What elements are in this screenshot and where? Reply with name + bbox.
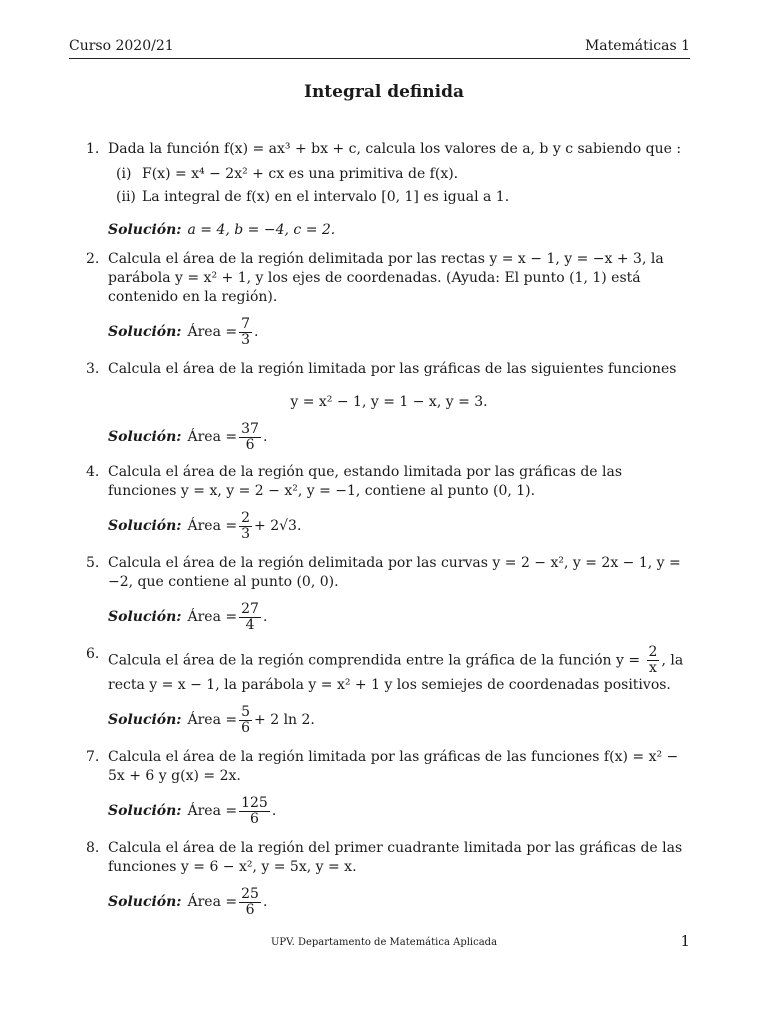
fraction-numerator: 25 (241, 886, 259, 902)
area-label: Área = (187, 894, 238, 910)
solution (108, 705, 692, 736)
problem-6 (86, 645, 692, 736)
problem-text-part-a: Calcula el área de la región comprendida entre la gráfica de la función y = (108, 652, 641, 669)
problem-number: 3. (86, 361, 100, 377)
problem-text-part-b: , la recta y = x − 1, la parábola y = x² + 1 y los semiejes de coordenadas positivos. (108, 652, 684, 693)
solution-fraction (239, 705, 252, 736)
fraction-numerator: 125 (241, 795, 268, 811)
solution-suffix: . (262, 894, 268, 910)
page-header (69, 38, 690, 59)
solution-suffix: + 2√3. (254, 518, 302, 534)
fraction-denominator: 3 (241, 526, 251, 542)
fraction-denominator: 6 (245, 902, 255, 918)
problem-8 (86, 839, 692, 918)
problem-text: Calcula el área de la región limitada por las gráficas de las siguientes funciones (108, 361, 677, 377)
solution-suffix: . (254, 324, 259, 340)
solution-fraction (239, 422, 261, 453)
solution-label: Solución: (108, 518, 182, 534)
problem-text: Calcula el área de la región delimitada por las rectas y = x − 1, y = −x + 3, la parábola y = x² + 1, y los ejes de coordenadas. (Ayuda: El punto (1, 1) está contenido en la región). (108, 251, 664, 305)
solution (108, 422, 692, 453)
fraction-denominator: x (649, 660, 657, 676)
fraction-denominator: 4 (245, 617, 255, 633)
sub-questions (116, 165, 692, 207)
problem-text (108, 645, 692, 695)
solution-suffix: + 2 ln 2. (254, 712, 315, 728)
area-label: Área = (187, 609, 238, 625)
sub-question-ii (116, 188, 692, 207)
solution-fraction (239, 602, 261, 633)
sub-label: (ii) (116, 189, 136, 205)
fraction-denominator: 6 (245, 437, 255, 453)
page-number: 1 (680, 932, 690, 950)
centered-equations: y = x² − 1, y = 1 − x, y = 3. (290, 394, 488, 410)
fraction-numerator: 2 (241, 510, 251, 526)
solution-suffix: . (271, 803, 277, 819)
solution (108, 511, 692, 542)
problem-number: 5. (86, 555, 100, 571)
fraction-denominator: 6 (250, 811, 259, 827)
fraction-denominator: 6 (241, 720, 251, 736)
solution-label: Solución: (108, 712, 182, 728)
solution (108, 796, 692, 827)
fraction-numerator: 37 (241, 421, 259, 437)
solution (108, 887, 692, 918)
problem-number: 1. (86, 141, 100, 157)
solution (108, 221, 692, 240)
problem-number: 4. (86, 464, 100, 480)
fraction-denominator: 3 (241, 332, 251, 348)
problem-number: 6. (86, 646, 100, 662)
solution (108, 317, 692, 348)
problem-5 (86, 554, 692, 633)
problem-number: 2. (86, 251, 100, 267)
page-footer: UPV. Departamento de Matemática Aplicada (270, 937, 498, 948)
problem-3 (86, 360, 692, 453)
solution-values: a = 4, b = −4, c = 2. (187, 222, 336, 238)
solution-fraction (239, 317, 252, 348)
problem-number: 8. (86, 840, 100, 856)
problem-text: Calcula el área de la región delimitada por las curvas y = 2 − x², y = 2x − 1, y = −2, que contiene al punto (0, 0). (108, 555, 681, 590)
area-label: Área = (187, 803, 238, 819)
solution-label: Solución: (108, 609, 182, 625)
problem-2 (86, 250, 692, 348)
problem-number: 7. (86, 749, 100, 765)
solution-label: Solución: (108, 222, 182, 238)
solution-label: Solución: (108, 429, 182, 445)
solution (108, 602, 692, 633)
problem-7 (86, 748, 692, 827)
sub-text: La integral de f(x) en el intervalo [0, 1] es igual a 1. (142, 189, 510, 205)
sub-question-i (116, 165, 692, 184)
fraction-numerator: 2 (648, 644, 658, 660)
sub-label: (i) (116, 166, 132, 182)
area-label: Área = (187, 712, 238, 728)
solution-suffix: . (262, 609, 268, 625)
problem-text: Calcula el área de la región del primer cuadrante limitada por las gráficas de las funciones y = 6 − x², y = 5x, y = x. (108, 840, 683, 875)
solution-fraction (239, 887, 261, 918)
fraction-numerator: 7 (241, 316, 251, 332)
solution-suffix: . (262, 429, 268, 445)
problem-text: Calcula el área de la región que, estando limitada por las gráficas de las funciones y = x, y = 2 − x², y = −1, contiene al punto (0, 1). (108, 464, 623, 499)
area-label: Área = (187, 324, 238, 340)
area-label: Área = (187, 518, 238, 534)
subject-label: Matemáticas 1 (584, 38, 690, 54)
page-title: Integral definida (304, 82, 464, 102)
problem-text: Dada la función f(x) = ax³ + bx + c, calcula los valores de a, b y c sabiendo que : (108, 141, 682, 157)
course-label: Curso 2020/21 (69, 38, 174, 54)
inline-fraction (647, 645, 660, 676)
solution-fraction (239, 511, 252, 542)
area-label: Área = (187, 429, 238, 445)
solution-label: Solución: (108, 894, 182, 910)
problem-text: Calcula el área de la región limitada por las gráficas de las funciones f(x) = x² − 5x + 6 y g(x) = 2x. (108, 749, 679, 784)
solution-label: Solución: (108, 324, 182, 340)
problem-1 (86, 140, 692, 240)
problem-list (86, 140, 692, 918)
fraction-numerator: 27 (241, 601, 259, 617)
sub-text: F(x) = x⁴ − 2x² + cx es una primitiva de f(x). (142, 166, 459, 182)
solution-fraction (239, 796, 270, 827)
solution-label: Solución: (108, 803, 182, 819)
fraction-numerator: 5 (241, 704, 251, 720)
problem-4 (86, 463, 692, 542)
